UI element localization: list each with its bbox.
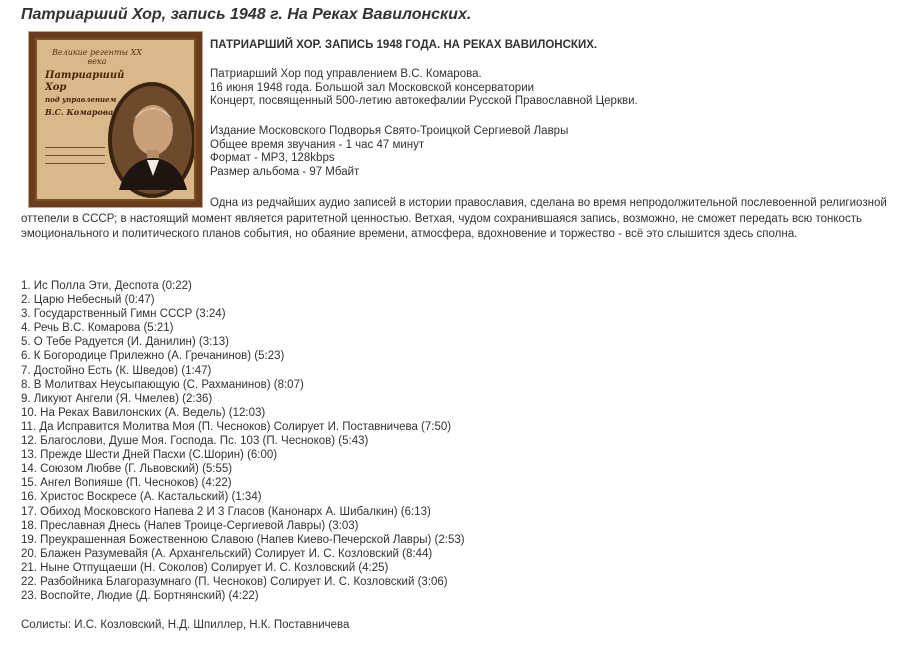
list-item: 15. Ангел Вопияше (П. Чесноков) (4:22) bbox=[21, 477, 232, 490]
list-item: 23. Воспойте, Людие (Д. Бортнянский) (4:22) bbox=[21, 590, 259, 603]
album-cover-image bbox=[28, 31, 203, 208]
list-item: 5. О Тебе Радуется (И. Данилин) (3:13) bbox=[21, 336, 229, 349]
album-description: Одна из редчайших аудио записей в истории православия, сделана во время непродолжительной послевоенной религиозной оттепели в СССР; в настоящий момент является раритетной ценностью. Ветхая, чудом сохранившаяся запись, возможно, не сможет передать всю тонкость эмоционального и политического планов события, но обаяние времени, атмосфера, вдохновение и торжество - всё это слышится здесь сполна. bbox=[21, 197, 887, 240]
cover-decorative-lines bbox=[45, 140, 105, 171]
soloists-text: Солисты: И.С. Козловский, Н.Д. Шпиллер, Н.К. Поставничева bbox=[21, 619, 350, 631]
info-line: Концерт, посвященный 500-летию автокефалии Русской Православной Церкви. bbox=[210, 95, 638, 107]
list-item: 17. Обиход Московского Напева 2 И 3 Гласов (Канонарх А. Шибалкин) (6:13) bbox=[21, 505, 431, 518]
info-line: Патриарший Хор под управлением В.С. Комарова. bbox=[210, 68, 482, 80]
list-item: 7. Достойно Есть (К. Шведов) (1:47) bbox=[21, 364, 212, 377]
release-line: Издание Московского Подворья Свято-Троицкой Сергиевой Лавры bbox=[210, 125, 569, 137]
release-line: Формат - MP3, 128kbps bbox=[210, 152, 335, 164]
list-item: 22. Разбойника Благоразумнаго (П. Чесноков) Солирует И. С. Козловский (3:06) bbox=[21, 575, 448, 588]
page-title: Патриарший Хор, запись 1948 г. На Реках Вавилонских. bbox=[21, 6, 472, 23]
release-info bbox=[210, 125, 568, 179]
list-item: 6. К Богородице Прилежно (А. Гречанинов) (5:23) bbox=[21, 350, 285, 363]
album-heading: ПАТРИАРШИЙ ХОР. ЗАПИСЬ 1948 ГОДА. НА РЕКАХ ВАВИЛОНСКИХ. bbox=[210, 39, 598, 51]
conductor-portrait bbox=[107, 80, 196, 200]
track-list bbox=[21, 279, 465, 603]
release-line: Общее время звучания - 1 час 47 минут bbox=[210, 138, 425, 151]
cover-title: Патриарший Хор под управлением В.С. Комарова bbox=[45, 70, 125, 117]
release-line: Размер альбома - 97 Мбайт bbox=[210, 165, 360, 178]
info-line: 16 июня 1948 года. Большой зал Московской консерватории bbox=[210, 81, 535, 94]
list-item: 4. Речь В.С. Комарова (5:21) bbox=[21, 322, 174, 335]
list-item: 21. Ныне Отпущаеши (Н. Соколов) Солирует И. С. Козловский (4:25) bbox=[21, 561, 389, 574]
list-item: 10. На Реках Вавилонских (А. Ведель) (12:03) bbox=[21, 406, 266, 419]
list-item: 13. Прежде Шести Дней Пасхи (С.Шорин) (6:00) bbox=[21, 449, 278, 462]
list-item: 2. Царю Небесный (0:47) bbox=[21, 294, 155, 307]
list-item: 12. Благослови, Душе Моя. Господа. Пс. 103 (П. Чесноков) (5:43) bbox=[21, 435, 369, 448]
cover-series-text: Великие регенты XX века bbox=[51, 48, 142, 66]
list-item: 11. Да Исправится Молитва Моя (П. Чесноков) Солирует И. Поставничева (7:50) bbox=[21, 420, 452, 433]
list-item: 9. Ликуют Ангели (Я. Чмелев) (2:36) bbox=[21, 392, 213, 405]
list-item: 14. Союзом Любве (Г. Львовский) (5:55) bbox=[21, 463, 233, 476]
list-item: 8. В Молитвах Неусыпающую (С. Рахманинов) (8:07) bbox=[21, 378, 304, 391]
list-item: 1. Ис Полла Эти, Деспота (0:22) bbox=[21, 280, 192, 292]
list-item: 3. Государственный Гимн СССР (3:24) bbox=[21, 308, 226, 321]
list-item: 16. Христос Воскресе (А. Кастальский) (1:34) bbox=[21, 491, 262, 504]
list-item: 19. Преукрашенная Божественною Славою (Напев Киево-Печерской Лавры) (2:53) bbox=[21, 533, 465, 546]
list-item: 20. Блажен Разумевайя (А. Архангельский) Солирует И. С. Козловский (8:44) bbox=[21, 547, 433, 560]
recording-info bbox=[210, 68, 638, 109]
list-item: 18. Преславная Днесь (Напев Троице-Сергиевой Лавры) (3:03) bbox=[21, 519, 359, 532]
